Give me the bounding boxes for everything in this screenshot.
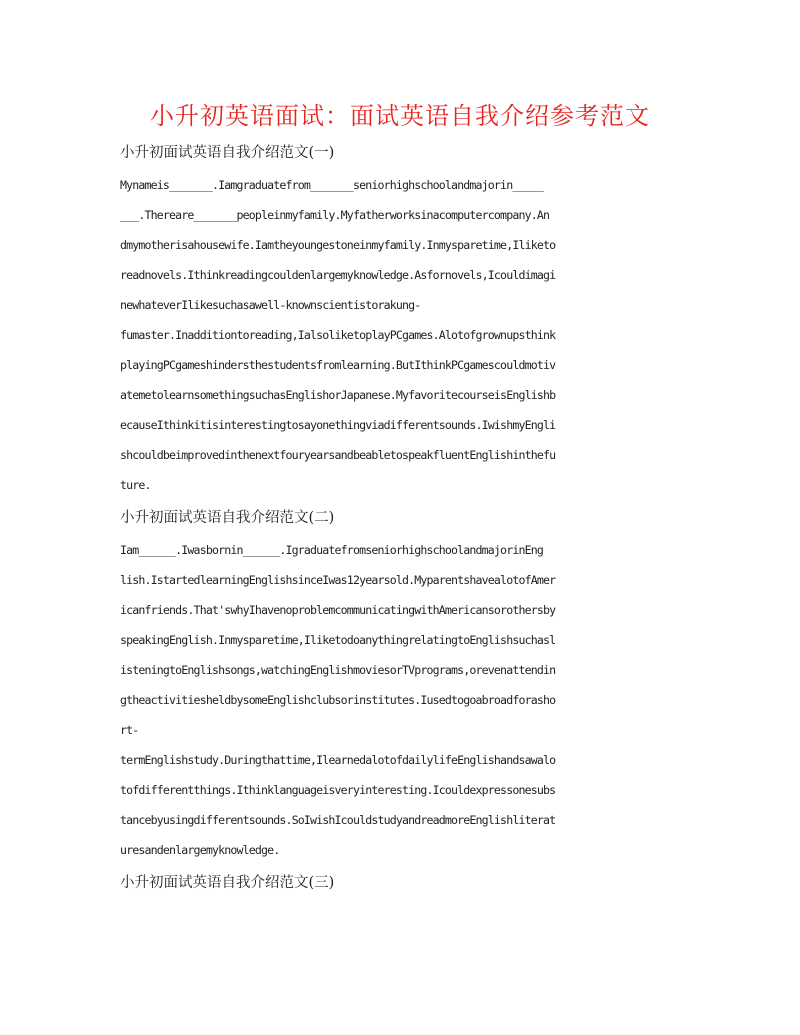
document-title: 小升初英语面试：面试英语自我介绍参考范文 [150, 102, 650, 130]
section-1-line: readnovels.Ithinkreadingcouldenlargemyknowledge.Asfornovels,Icouldimagi [120, 268, 556, 282]
section-2-line: rt- [120, 723, 139, 737]
section-1-line: ecauseIthinkitisinterestingtosayonethingviadifferentsounds.IwishmyEngli [120, 418, 556, 432]
section-2-line: termEnglishstudy.Duringthattime,IlearnedalotofdailylifeEnglishandsawalo [120, 753, 556, 767]
section-2-line: Iam______.Iwasbornin______.IgraduatefromseniorhighschoolandmajorinEng [120, 543, 543, 557]
section-heading-2: 小升初面试英语自我介绍范文(二) [120, 510, 335, 526]
section-heading-3: 小升初面试英语自我介绍范文(三) [120, 875, 335, 891]
section-1-line: dmymotherisahousewife.Iamtheyoungestoneinmyfamily.Inmysparetime,Iliketo [120, 238, 556, 252]
section-heading-1: 小升初面试英语自我介绍范文(一) [120, 145, 335, 161]
section-1-line: playingPCgameshindersthestudentsfromlearning.ButIthinkPCgamescouldmotiv [120, 358, 556, 372]
section-2-line: tofdifferentthings.Ithinklanguageisveryinteresting.Icouldexpressonesubs [120, 783, 556, 797]
section-1-line: atemetolearnsomethingsuchasEnglishorJapanese.MyfavoritecourseisEnglishb [120, 388, 556, 402]
section-2-line: isteningtoEnglishsongs,watchingEnglishmoviesorTVprograms,orevenattendin [120, 663, 556, 677]
section-1-line: newhateverIlikesuchasawell-knownscientistorakung- [120, 298, 421, 312]
section-1-line: Mynameis_______.Iamgraduatefrom_______seniorhighschoolandmajorin_____ [120, 178, 543, 192]
section-1-line: ture. [120, 478, 151, 492]
section-2-line: lish.IstartedlearningEnglishsinceIwas12yearsold.MyparentshavealotofAmer [120, 573, 556, 587]
section-1-line: fumaster.Inadditiontoreading,IalsoliketoplayPCgames.Alotofgrownupsthink [120, 328, 556, 342]
section-2-line: speakingEnglish.Inmysparetime,IliketodoanythingrelatingtoEnglishsuchasl [120, 633, 556, 647]
section-1-line: shcouldbeimprovedinthenextfouryearsandbeabletospeakfluentEnglishinthefu [120, 448, 556, 462]
section-2-line: tancebyusingdifferentsounds.SoIwishIcouldstudyandreadmoreEnglishliterat [120, 813, 556, 827]
section-2-line: gtheactivitiesheldbysomeEnglishclubsorinstitutes.Iusedtogoabroadforasho [120, 693, 556, 707]
section-2-line: icanfriends.That'swhyIhavenoproblemcommunicatingwithAmericansorothersby [120, 603, 556, 617]
section-2-line: uresandenlargemyknowledge. [120, 843, 280, 857]
section-1-line: ___.Thereare_______peopleinmyfamily.Myfatherworksinacomputercompany.An [120, 208, 550, 222]
